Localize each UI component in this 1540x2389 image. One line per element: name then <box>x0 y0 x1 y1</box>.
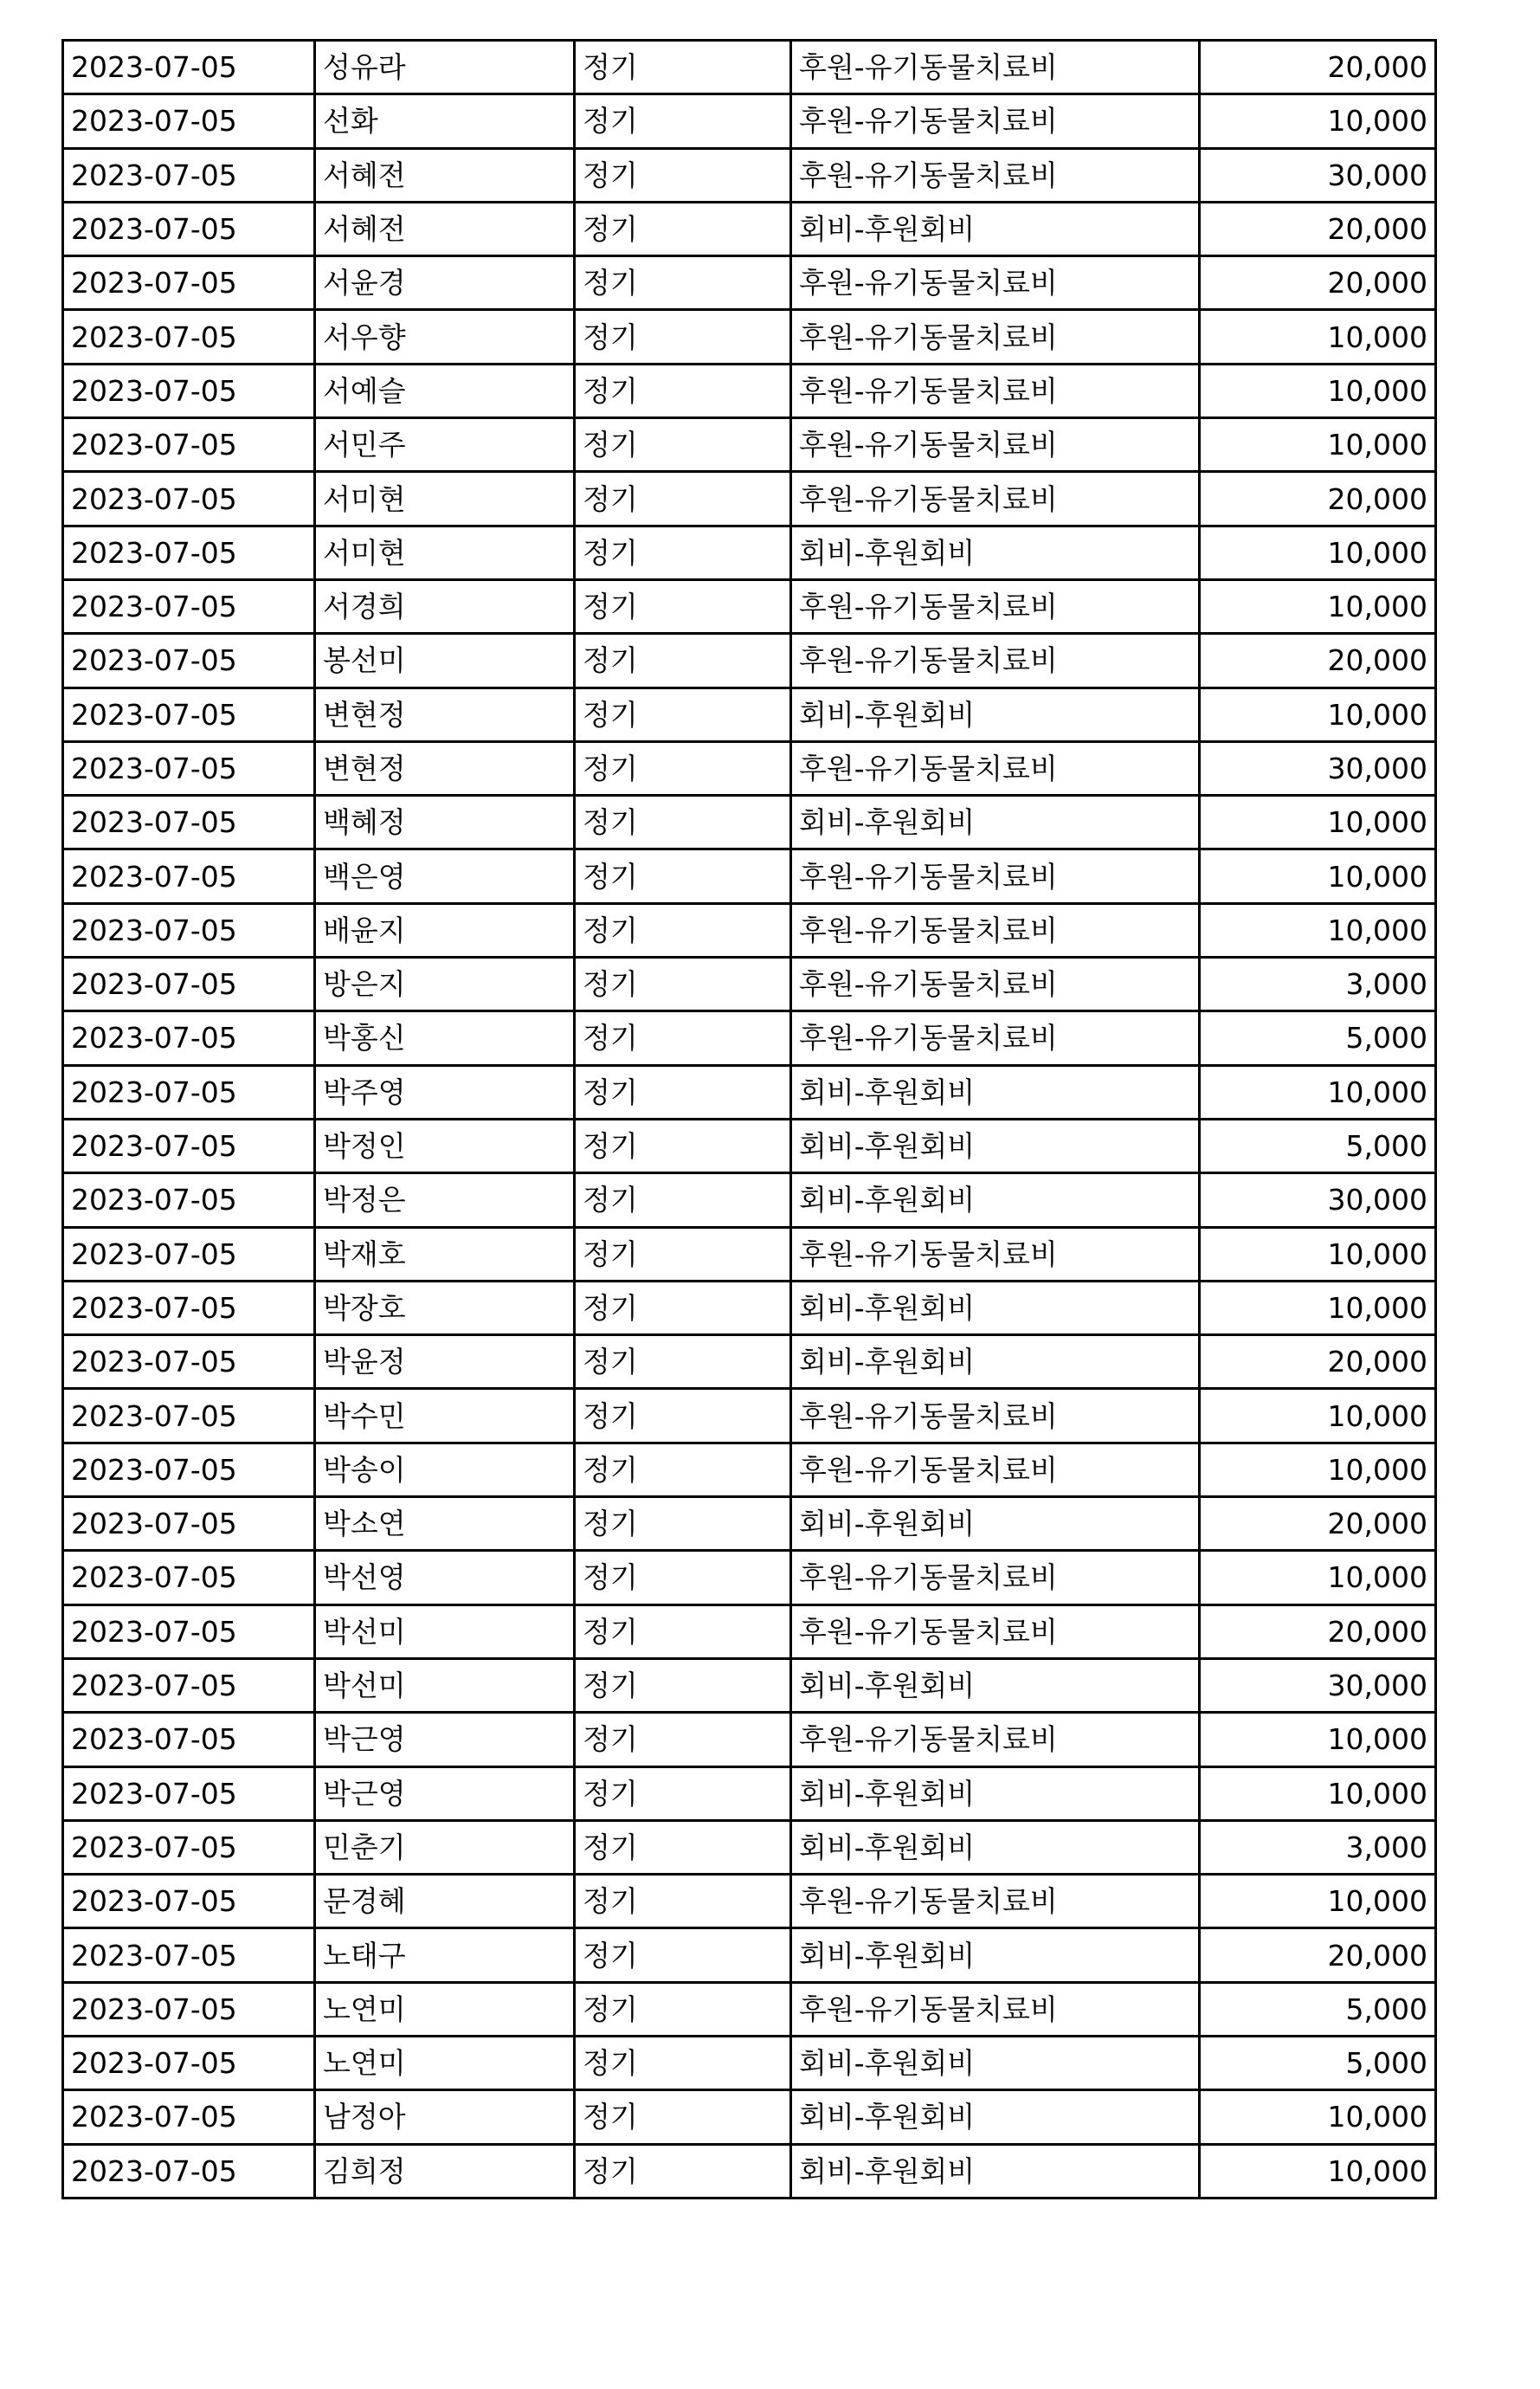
category-cell: 후원-유기동물치료비 <box>791 41 1200 94</box>
name-cell: 서미현 <box>315 472 575 526</box>
table-row <box>63 202 1436 255</box>
table-body <box>63 41 1436 2199</box>
date-cell: 2023-07-05 <box>63 2036 315 2089</box>
name-cell: 노연미 <box>315 1982 575 2036</box>
table-row <box>63 1875 1436 1928</box>
category-cell: 회비-후원회비 <box>791 688 1200 741</box>
amount-cell: 10,000 <box>1200 1281 1436 1334</box>
category-cell: 회비-후원회비 <box>791 2036 1200 2089</box>
amount-cell: 10,000 <box>1200 94 1436 148</box>
name-cell: 민춘기 <box>315 1820 575 1874</box>
date-cell: 2023-07-05 <box>63 1497 315 1551</box>
amount-cell: 10,000 <box>1200 310 1436 364</box>
amount-cell: 10,000 <box>1200 903 1436 957</box>
date-cell: 2023-07-05 <box>63 472 315 526</box>
name-cell: 박근영 <box>315 1713 575 1766</box>
amount-cell: 20,000 <box>1200 256 1436 310</box>
name-cell: 박홍신 <box>315 1011 575 1065</box>
name-cell: 백혜정 <box>315 796 575 849</box>
date-cell: 2023-07-05 <box>63 958 315 1011</box>
type-cell: 정기 <box>575 1982 791 2036</box>
name-cell: 변현정 <box>315 688 575 741</box>
name-cell: 봉선미 <box>315 634 575 688</box>
category-cell: 후원-유기동물치료비 <box>791 1011 1200 1065</box>
amount-cell: 5,000 <box>1200 2036 1436 2089</box>
date-cell: 2023-07-05 <box>63 1766 315 1820</box>
amount-cell: 20,000 <box>1200 41 1436 94</box>
name-cell: 서혜전 <box>315 148 575 202</box>
name-cell: 서경희 <box>315 579 575 633</box>
name-cell: 박장호 <box>315 1281 575 1334</box>
table-row <box>63 1928 1436 1982</box>
amount-cell: 20,000 <box>1200 472 1436 526</box>
amount-cell: 5,000 <box>1200 1011 1436 1065</box>
name-cell: 박선영 <box>315 1551 575 1605</box>
type-cell: 정기 <box>575 41 791 94</box>
type-cell: 정기 <box>575 256 791 310</box>
table-row <box>63 526 1436 579</box>
category-cell: 회비-후원회비 <box>791 1065 1200 1119</box>
table-row <box>63 2144 1436 2198</box>
category-cell: 회비-후원회비 <box>791 1335 1200 1389</box>
amount-cell: 5,000 <box>1200 1119 1436 1172</box>
type-cell: 정기 <box>575 1173 791 1227</box>
category-cell: 후원-유기동물치료비 <box>791 634 1200 688</box>
amount-cell: 10,000 <box>1200 2144 1436 2198</box>
date-cell: 2023-07-05 <box>63 1119 315 1172</box>
type-cell: 정기 <box>575 310 791 364</box>
category-cell: 후원-유기동물치료비 <box>791 903 1200 957</box>
date-cell: 2023-07-05 <box>63 796 315 849</box>
amount-cell: 20,000 <box>1200 1497 1436 1551</box>
category-cell: 후원-유기동물치료비 <box>791 148 1200 202</box>
donation-table <box>61 39 1437 2199</box>
type-cell: 정기 <box>575 796 791 849</box>
table-row <box>63 1713 1436 1766</box>
date-cell: 2023-07-05 <box>63 1551 315 1605</box>
type-cell: 정기 <box>575 1820 791 1874</box>
name-cell: 박선미 <box>315 1658 575 1712</box>
category-cell: 회비-후원회비 <box>791 2090 1200 2144</box>
name-cell: 노연미 <box>315 2036 575 2089</box>
amount-cell: 20,000 <box>1200 634 1436 688</box>
type-cell: 정기 <box>575 849 791 903</box>
type-cell: 정기 <box>575 634 791 688</box>
category-cell: 회비-후원회비 <box>791 1658 1200 1712</box>
name-cell: 박정인 <box>315 1119 575 1172</box>
amount-cell: 30,000 <box>1200 741 1436 795</box>
table-row <box>63 2036 1436 2089</box>
table-row <box>63 94 1436 148</box>
type-cell: 정기 <box>575 526 791 579</box>
date-cell: 2023-07-05 <box>63 1820 315 1874</box>
amount-cell: 30,000 <box>1200 1173 1436 1227</box>
amount-cell: 10,000 <box>1200 849 1436 903</box>
table-row <box>63 903 1436 957</box>
table-row <box>63 634 1436 688</box>
date-cell: 2023-07-05 <box>63 741 315 795</box>
name-cell: 성유라 <box>315 41 575 94</box>
date-cell: 2023-07-05 <box>63 2144 315 2198</box>
type-cell: 정기 <box>575 364 791 417</box>
type-cell: 정기 <box>575 2090 791 2144</box>
date-cell: 2023-07-05 <box>63 526 315 579</box>
amount-cell: 10,000 <box>1200 1766 1436 1820</box>
amount-cell: 10,000 <box>1200 1065 1436 1119</box>
amount-cell: 10,000 <box>1200 796 1436 849</box>
date-cell: 2023-07-05 <box>63 1011 315 1065</box>
table-row <box>63 1820 1436 1874</box>
amount-cell: 10,000 <box>1200 1443 1436 1496</box>
date-cell: 2023-07-05 <box>63 903 315 957</box>
category-cell: 후원-유기동물치료비 <box>791 94 1200 148</box>
category-cell: 후원-유기동물치료비 <box>791 1551 1200 1605</box>
type-cell: 정기 <box>575 958 791 1011</box>
category-cell: 후원-유기동물치료비 <box>791 579 1200 633</box>
amount-cell: 10,000 <box>1200 2090 1436 2144</box>
date-cell: 2023-07-05 <box>63 688 315 741</box>
table-row <box>63 418 1436 472</box>
category-cell: 후원-유기동물치료비 <box>791 958 1200 1011</box>
name-cell: 김희정 <box>315 2144 575 2198</box>
category-cell: 후원-유기동물치료비 <box>791 1713 1200 1766</box>
table-row <box>63 958 1436 1011</box>
type-cell: 정기 <box>575 472 791 526</box>
date-cell: 2023-07-05 <box>63 1713 315 1766</box>
date-cell: 2023-07-05 <box>63 364 315 417</box>
type-cell: 정기 <box>575 202 791 255</box>
amount-cell: 10,000 <box>1200 579 1436 633</box>
table-row <box>63 310 1436 364</box>
table-row <box>63 1227 1436 1281</box>
table-row <box>63 1281 1436 1334</box>
type-cell: 정기 <box>575 1658 791 1712</box>
date-cell: 2023-07-05 <box>63 2090 315 2144</box>
table-row <box>63 256 1436 310</box>
category-cell: 후원-유기동물치료비 <box>791 1227 1200 1281</box>
type-cell: 정기 <box>575 1389 791 1443</box>
table-row <box>63 688 1436 741</box>
table-row <box>63 1011 1436 1065</box>
amount-cell: 3,000 <box>1200 958 1436 1011</box>
table-row <box>63 1173 1436 1227</box>
name-cell: 박근영 <box>315 1766 575 1820</box>
amount-cell: 20,000 <box>1200 1605 1436 1658</box>
type-cell: 정기 <box>575 1119 791 1172</box>
date-cell: 2023-07-05 <box>63 1875 315 1928</box>
date-cell: 2023-07-05 <box>63 202 315 255</box>
type-cell: 정기 <box>575 903 791 957</box>
name-cell: 방은지 <box>315 958 575 1011</box>
table-row <box>63 579 1436 633</box>
table-row <box>63 1766 1436 1820</box>
category-cell: 후원-유기동물치료비 <box>791 472 1200 526</box>
date-cell: 2023-07-05 <box>63 1443 315 1496</box>
category-cell: 회비-후원회비 <box>791 1928 1200 1982</box>
date-cell: 2023-07-05 <box>63 418 315 472</box>
date-cell: 2023-07-05 <box>63 310 315 364</box>
date-cell: 2023-07-05 <box>63 1389 315 1443</box>
amount-cell: 10,000 <box>1200 1551 1436 1605</box>
category-cell: 후원-유기동물치료비 <box>791 1875 1200 1928</box>
name-cell: 박선미 <box>315 1605 575 1658</box>
name-cell: 박수민 <box>315 1389 575 1443</box>
category-cell: 회비-후원회비 <box>791 1766 1200 1820</box>
type-cell: 정기 <box>575 1766 791 1820</box>
type-cell: 정기 <box>575 1875 791 1928</box>
category-cell: 후원-유기동물치료비 <box>791 1443 1200 1496</box>
table-row <box>63 1335 1436 1389</box>
type-cell: 정기 <box>575 1281 791 1334</box>
date-cell: 2023-07-05 <box>63 634 315 688</box>
type-cell: 정기 <box>575 741 791 795</box>
table-row <box>63 1658 1436 1712</box>
category-cell: 후원-유기동물치료비 <box>791 364 1200 417</box>
name-cell: 서미현 <box>315 526 575 579</box>
type-cell: 정기 <box>575 1497 791 1551</box>
name-cell: 문경혜 <box>315 1875 575 1928</box>
type-cell: 정기 <box>575 579 791 633</box>
date-cell: 2023-07-05 <box>63 579 315 633</box>
category-cell: 후원-유기동물치료비 <box>791 256 1200 310</box>
table-row <box>63 741 1436 795</box>
type-cell: 정기 <box>575 1928 791 1982</box>
name-cell: 박재호 <box>315 1227 575 1281</box>
name-cell: 박소연 <box>315 1497 575 1551</box>
date-cell: 2023-07-05 <box>63 849 315 903</box>
name-cell: 서민주 <box>315 418 575 472</box>
amount-cell: 20,000 <box>1200 1335 1436 1389</box>
amount-cell: 30,000 <box>1200 148 1436 202</box>
category-cell: 회비-후원회비 <box>791 1497 1200 1551</box>
table-row <box>63 849 1436 903</box>
amount-cell: 10,000 <box>1200 1227 1436 1281</box>
amount-cell: 10,000 <box>1200 1875 1436 1928</box>
category-cell: 후원-유기동물치료비 <box>791 741 1200 795</box>
category-cell: 회비-후원회비 <box>791 1173 1200 1227</box>
table-row <box>63 1443 1436 1496</box>
name-cell: 박주영 <box>315 1065 575 1119</box>
amount-cell: 10,000 <box>1200 364 1436 417</box>
table-row <box>63 2090 1436 2144</box>
table-row <box>63 796 1436 849</box>
name-cell: 서윤경 <box>315 256 575 310</box>
type-cell: 정기 <box>575 148 791 202</box>
date-cell: 2023-07-05 <box>63 1281 315 1334</box>
category-cell: 회비-후원회비 <box>791 1281 1200 1334</box>
category-cell: 후원-유기동물치료비 <box>791 310 1200 364</box>
amount-cell: 10,000 <box>1200 418 1436 472</box>
amount-cell: 5,000 <box>1200 1982 1436 2036</box>
category-cell: 회비-후원회비 <box>791 202 1200 255</box>
name-cell: 박윤정 <box>315 1335 575 1389</box>
table-row <box>63 41 1436 94</box>
name-cell: 변현정 <box>315 741 575 795</box>
table-row <box>63 1605 1436 1658</box>
name-cell: 백은영 <box>315 849 575 903</box>
category-cell: 후원-유기동물치료비 <box>791 1982 1200 2036</box>
category-cell: 회비-후원회비 <box>791 526 1200 579</box>
type-cell: 정기 <box>575 688 791 741</box>
amount-cell: 30,000 <box>1200 1658 1436 1712</box>
table-row <box>63 364 1436 417</box>
name-cell: 남정아 <box>315 2090 575 2144</box>
category-cell: 회비-후원회비 <box>791 2144 1200 2198</box>
amount-cell: 20,000 <box>1200 1928 1436 1982</box>
category-cell: 회비-후원회비 <box>791 1119 1200 1172</box>
category-cell: 후원-유기동물치료비 <box>791 418 1200 472</box>
date-cell: 2023-07-05 <box>63 1227 315 1281</box>
type-cell: 정기 <box>575 1605 791 1658</box>
type-cell: 정기 <box>575 1227 791 1281</box>
category-cell: 회비-후원회비 <box>791 796 1200 849</box>
table-row <box>63 1497 1436 1551</box>
name-cell: 노태구 <box>315 1928 575 1982</box>
type-cell: 정기 <box>575 2036 791 2089</box>
amount-cell: 10,000 <box>1200 526 1436 579</box>
date-cell: 2023-07-05 <box>63 1065 315 1119</box>
type-cell: 정기 <box>575 418 791 472</box>
category-cell: 후원-유기동물치료비 <box>791 1389 1200 1443</box>
table-row <box>63 1389 1436 1443</box>
table-row <box>63 1119 1436 1172</box>
amount-cell: 20,000 <box>1200 202 1436 255</box>
table-row <box>63 1551 1436 1605</box>
amount-cell: 10,000 <box>1200 1713 1436 1766</box>
date-cell: 2023-07-05 <box>63 148 315 202</box>
table-row <box>63 148 1436 202</box>
category-cell: 후원-유기동물치료비 <box>791 1605 1200 1658</box>
date-cell: 2023-07-05 <box>63 1982 315 2036</box>
table-row <box>63 472 1436 526</box>
type-cell: 정기 <box>575 1551 791 1605</box>
amount-cell: 3,000 <box>1200 1820 1436 1874</box>
type-cell: 정기 <box>575 1443 791 1496</box>
date-cell: 2023-07-05 <box>63 1605 315 1658</box>
type-cell: 정기 <box>575 1713 791 1766</box>
date-cell: 2023-07-05 <box>63 94 315 148</box>
name-cell: 배윤지 <box>315 903 575 957</box>
date-cell: 2023-07-05 <box>63 41 315 94</box>
category-cell: 회비-후원회비 <box>791 1820 1200 1874</box>
type-cell: 정기 <box>575 1011 791 1065</box>
table-row <box>63 1982 1436 2036</box>
category-cell: 후원-유기동물치료비 <box>791 849 1200 903</box>
type-cell: 정기 <box>575 94 791 148</box>
name-cell: 서우향 <box>315 310 575 364</box>
date-cell: 2023-07-05 <box>63 1173 315 1227</box>
name-cell: 서혜전 <box>315 202 575 255</box>
name-cell: 선화 <box>315 94 575 148</box>
name-cell: 박정은 <box>315 1173 575 1227</box>
type-cell: 정기 <box>575 1065 791 1119</box>
amount-cell: 10,000 <box>1200 688 1436 741</box>
type-cell: 정기 <box>575 1335 791 1389</box>
name-cell: 서예슬 <box>315 364 575 417</box>
date-cell: 2023-07-05 <box>63 1928 315 1982</box>
date-cell: 2023-07-05 <box>63 256 315 310</box>
date-cell: 2023-07-05 <box>63 1658 315 1712</box>
date-cell: 2023-07-05 <box>63 1335 315 1389</box>
table-row <box>63 1065 1436 1119</box>
type-cell: 정기 <box>575 2144 791 2198</box>
name-cell: 박송이 <box>315 1443 575 1496</box>
amount-cell: 10,000 <box>1200 1389 1436 1443</box>
